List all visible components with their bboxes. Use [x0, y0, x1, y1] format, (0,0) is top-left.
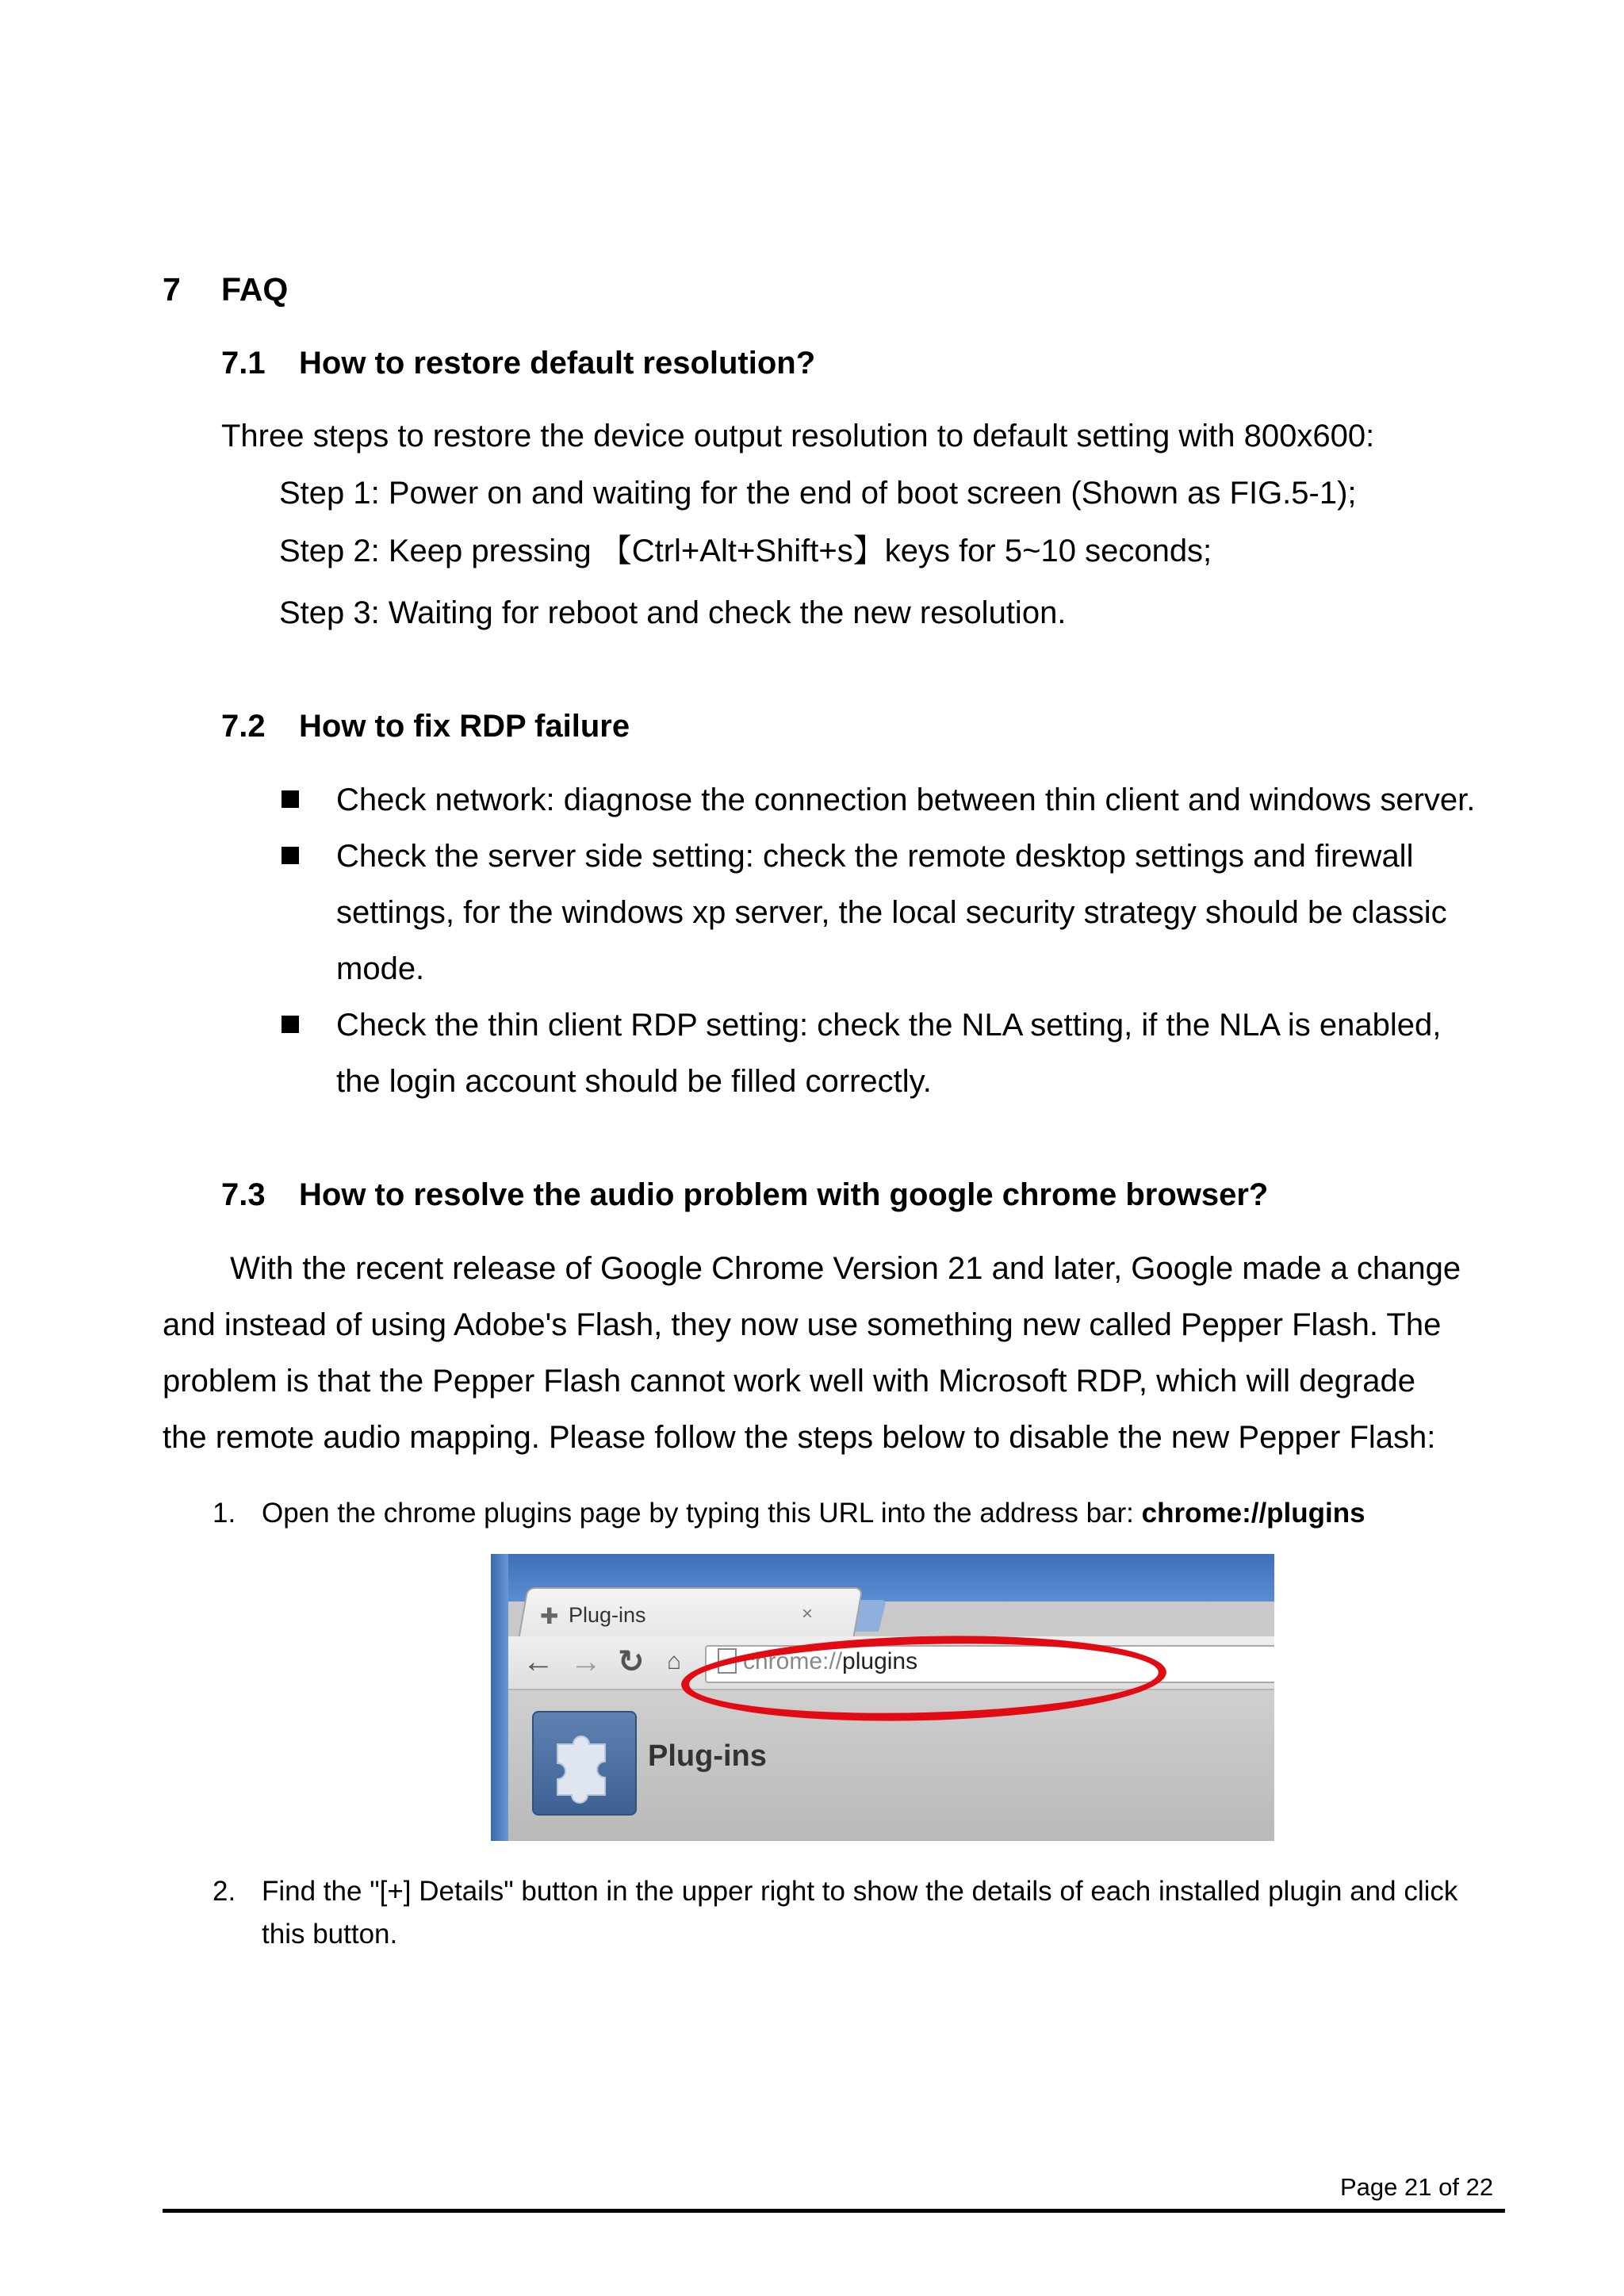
- subsection-7-3-title: How to resolve the audio problem with google chrome browser?: [299, 1177, 1269, 1212]
- reload-icon[interactable]: ↻: [618, 1644, 645, 1679]
- s73-paragraph-line-3: problem is that the Pepper Flash cannot work well with Microsoft RDP, which will degrade: [163, 1364, 1415, 1399]
- subsection-7-1-number: 7.1: [221, 346, 266, 381]
- s71-step-2: Step 2: Keep pressing 【Ctrl+Alt+Shift+s】keys for 5~10 seconds;: [279, 534, 1212, 568]
- tab-label: Plug-ins: [569, 1603, 646, 1627]
- window-frame-left: [491, 1554, 508, 1841]
- list-item-2-line-1: Find the "[+] Details" button in the upper right to show the details of each installed plugin and click: [262, 1876, 1458, 1907]
- list-item-1-text: Open the chrome plugins page by typing this URL into the address bar:: [262, 1498, 1142, 1529]
- list-item-1: [262, 1496, 1365, 1531]
- puzzle-piece-icon: ✚: [540, 1604, 559, 1628]
- s73-paragraph-line-4: the remote audio mapping. Please follow the steps below to disable the new Pepper Flash:: [163, 1420, 1436, 1455]
- url-host: plugins: [842, 1648, 918, 1674]
- forward-arrow-icon[interactable]: →: [570, 1644, 602, 1679]
- page-number: Page 21 of 22: [1340, 2173, 1494, 2201]
- back-arrow-icon[interactable]: ←: [523, 1644, 554, 1679]
- close-icon[interactable]: ×: [802, 1603, 814, 1624]
- list-marker-2: 2.: [213, 1876, 236, 1907]
- s71-intro: Three steps to restore the device output resolution to default setting with 800x600:: [221, 419, 1375, 453]
- s71-step-1: Step 1: Power on and waiting for the end of boot screen (Shown as FIG.5-1);: [279, 476, 1357, 511]
- section-number: 7: [163, 271, 181, 308]
- s72-bullet-3-line-2: the login account should be filled correctly.: [336, 1064, 932, 1099]
- subsection-7-3-number: 7.3: [221, 1177, 266, 1212]
- page-title: Plug-ins: [648, 1739, 767, 1773]
- chrome-url-text: chrome://plugins: [1141, 1498, 1365, 1529]
- chrome-plugins-screenshot: [491, 1554, 1274, 1841]
- bullet-marker: [282, 1016, 299, 1033]
- s73-paragraph-line-1: With the recent release of Google Chrome Version 21 and later, Google made a change: [221, 1251, 1461, 1286]
- puzzle-piece-icon: [532, 1711, 637, 1816]
- url-scheme: chrome://: [743, 1648, 843, 1674]
- list-marker-1: 1.: [213, 1498, 236, 1529]
- s72-bullet-2-line-1: Check the server side setting: check the remote desktop settings and firewall: [336, 839, 1414, 874]
- subsection-7-2-title: How to fix RDP failure: [299, 709, 630, 744]
- s73-paragraph-line-2: and instead of using Adobe's Flash, they now use something new called Pepper Flash. The: [163, 1307, 1442, 1342]
- bullet-marker: [282, 847, 299, 864]
- s72-bullet-1-line-1: Check network: diagnose the connection between thin client and windows server.: [336, 783, 1476, 817]
- bullet-marker: [282, 790, 299, 808]
- s71-step-3: Step 3: Waiting for reboot and check the new resolution.: [279, 595, 1067, 630]
- s72-bullet-2-line-3: mode.: [336, 951, 425, 986]
- list-item-2-line-2: this button.: [262, 1919, 398, 1950]
- subsection-7-1-title: How to restore default resolution?: [299, 346, 816, 381]
- home-icon[interactable]: ⌂: [667, 1648, 682, 1674]
- subsection-7-2-number: 7.2: [221, 709, 266, 744]
- s72-bullet-2-line-2: settings, for the windows xp server, the local security strategy should be classic: [336, 895, 1447, 930]
- section-title: FAQ: [221, 271, 289, 308]
- footer-rule: [163, 2209, 1505, 2213]
- s72-bullet-3-line-1: Check the thin client RDP setting: check the NLA setting, if the NLA is enabled,: [336, 1008, 1442, 1043]
